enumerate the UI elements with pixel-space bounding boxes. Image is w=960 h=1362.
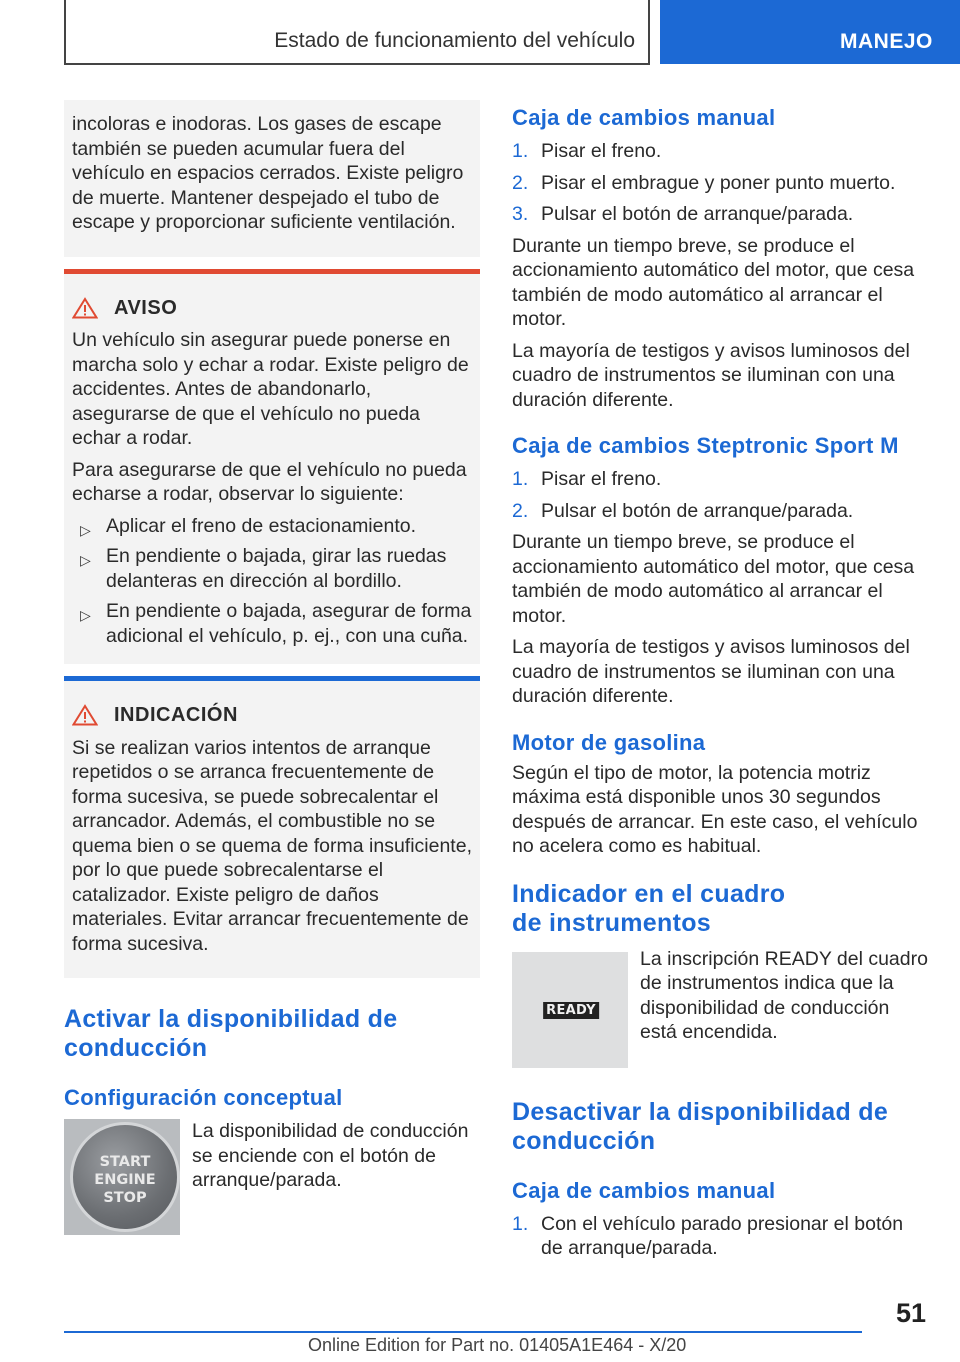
list-item: ▷ Aplicar el freno de estacionamiento. (72, 514, 472, 539)
aviso-title: AVISO (114, 296, 178, 319)
indicacion-heading (72, 703, 472, 728)
steptronic-paragraph-2: La mayoría de testigos y avisos luminosos del cuadro de instrumentos se iluminan con una duración diferente. (512, 636, 910, 707)
aviso-bullet-list (72, 514, 472, 649)
desactivar-steps (512, 1212, 930, 1261)
concept-text: La disponibilidad de conducción se enciende con el botón de arranque/parada. (192, 1120, 469, 1191)
ready-badge: READY (543, 1002, 599, 1019)
intro-text: incoloras e inodoras. Los gases de escape también se pueden acumular fuera del vehículo en espacios cerrados. Existe peligro de muerte. Mantener despejado el tubo de escape y proporcionar suficiente ventilación. (72, 113, 464, 233)
list-item: 1. Pisar el freno. (512, 140, 662, 162)
heading-activar: Activar la disponibilidad de conducción (64, 1005, 398, 1062)
list-item: 2. Pisar el embrague y poner punto muerto. (512, 171, 896, 194)
header-divider-bottom (64, 63, 650, 65)
list-item: 3. Pulsar el botón de arranque/parada. (512, 203, 854, 225)
indicacion-paragraph: Si se realizan varios intentos de arranque repetidos o se arranca frecuentemente de forma sucesiva, se puede sobrecalentar el arrancador. Además, el combustible no se quema bien o se quema de forma insuficiente, por lo que puede sobrecalentarse el catalizador. Existe peligro de daños materiales. Evitar arrancar frecuentemente de forma sucesiva. (72, 736, 472, 955)
left-column (64, 100, 480, 1235)
list-item: 2. Pulsar el botón de arranque/parada. (512, 499, 854, 522)
steptronic-steps (512, 467, 930, 523)
indicacion-box (64, 676, 480, 978)
section-tab-manejo[interactable] (660, 0, 960, 64)
ready-row (512, 947, 930, 1068)
warning-triangle-icon (72, 704, 98, 726)
list-item: 1. Con el vehículo parado presionar el botón de arranque/parada. (512, 1212, 904, 1259)
bullet-triangle-icon: ▷ (80, 607, 91, 623)
ready-text: La inscripción READY del cuadro de instrumentos indica que la disponibilidad de conducción está encendida. (640, 947, 928, 1043)
heading-gasolina: Motor de gasolina (512, 729, 706, 755)
right-column (512, 100, 930, 1268)
start-button-image (64, 1119, 180, 1235)
heading-manual-1: Caja de cambios manual (512, 105, 776, 130)
gasolina-paragraph: Según el tipo de motor, la potencia motriz máxima está disponible unos 30 segundos después de arrancar. En este caso, el vehículo no acelera como es habitual. (512, 761, 918, 857)
heading-steptronic: Caja de cambios Steptronic Sport M (512, 433, 899, 458)
aviso-paragraph-2: Para asegurarse de que el vehículo no pueda echarse a rodar, observar lo siguiente: (72, 458, 467, 505)
start-engine-stop-button: START ENGINE STOP (70, 1122, 180, 1232)
bullet-triangle-icon: ▷ (80, 521, 91, 538)
manual-steps (512, 139, 930, 227)
section-tab-label: MANEJO (840, 30, 933, 53)
page-number: 51 (895, 1298, 926, 1328)
concept-row (64, 1119, 480, 1235)
manual-paragraph-2: La mayoría de testigos y avisos luminosos del cuadro de instrumentos se iluminan con una duración diferente. (512, 339, 910, 411)
aviso-box (64, 269, 480, 665)
heading-desactivar: Desactivar la disponibilidad de conducción (512, 1097, 889, 1155)
ready-indicator-image (512, 952, 628, 1068)
header-divider-right (648, 0, 650, 64)
footer-edition: Online Edition for Part no. 01405A1E464 - X/20 (308, 1335, 687, 1355)
footer-divider (64, 1331, 862, 1333)
heading-manual-2: Caja de cambios manual (512, 1177, 776, 1203)
manual-paragraph-1: Durante un tiempo breve, se produce el accionamiento automático del motor, que cesa también de modo automático al arrancar el motor. (512, 234, 915, 330)
bullet-triangle-icon: ▷ (80, 552, 91, 568)
header-title: Estado de funcionamiento del vehículo (274, 29, 635, 52)
aviso-heading (72, 296, 472, 321)
warning-triangle-icon (72, 297, 98, 319)
intro-box (64, 100, 480, 257)
heading-configuracion: Configuración conceptual (64, 1085, 343, 1110)
list-item: ▷ En pendiente o bajada, girar las ruedas delanteras en dirección al bordillo. (80, 545, 447, 592)
list-item: 1. Pisar el freno. (512, 468, 662, 490)
indicacion-title: INDICACIÓN (114, 704, 238, 726)
list-item: ▷ En pendiente o bajada, asegurar de forma adicional el vehículo, p. ej., con una cuña. (80, 600, 472, 647)
heading-indicador: Indicador en el cuadro de instrumentos (512, 879, 786, 937)
header-divider-left (64, 0, 66, 64)
steptronic-paragraph-1: Durante un tiempo breve, se produce el accionamiento automático del motor, que cesa también de modo automático al arrancar el motor. (512, 531, 915, 627)
aviso-paragraph-1: Un vehículo sin asegurar puede ponerse en marcha solo y echar a rodar. Existe peligro de accidentes. Antes de abandonarlo, asegurarse de que el vehículo no pueda echar a rodar. (72, 329, 469, 449)
